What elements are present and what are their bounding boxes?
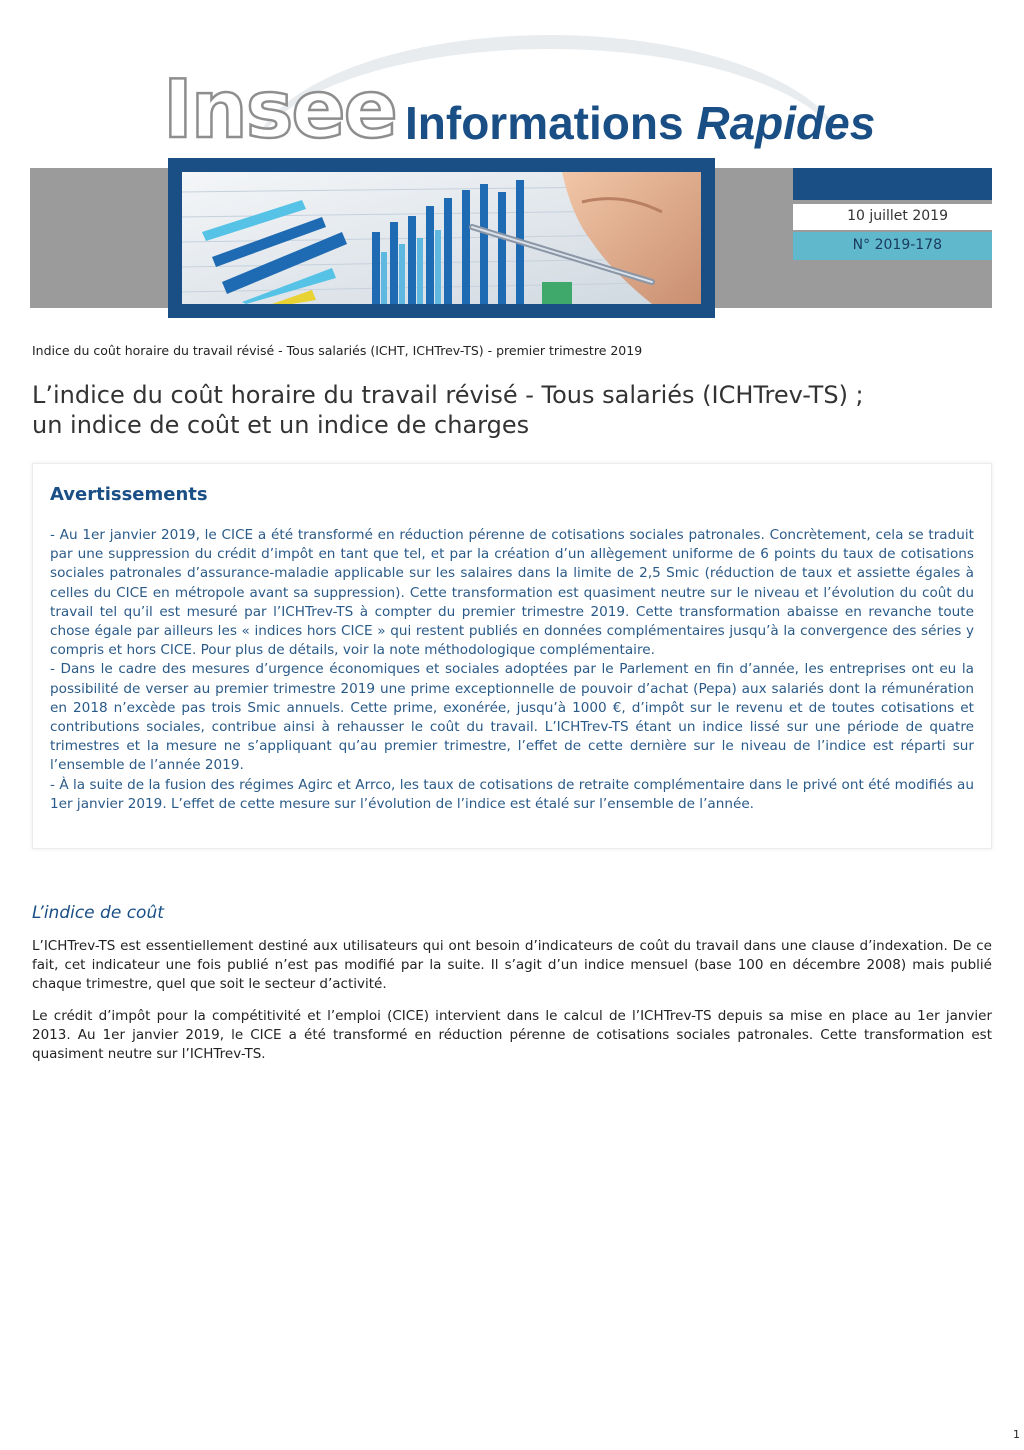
breadcrumb: Indice du coût horaire du travail révisé - Tous salariés (ICHT, ICHTrev-TS) - premier trimestre 2019 [32,343,643,358]
warning-item: - Au 1er janvier 2019, le CICE a été transformé en réduction pérenne de cotisations sociales patronales. Concrètement, cela se traduit par une suppression du crédit d’impôt en tant que tel, et par la création d’un allègement uniforme de 6 points du taux de cotisations sociales patronales d’assurance-maladie applicable sur les salaires dans la limite de 2,5 Smic (réduction de taux et assiette égales à celles du CICE en métropole avant sa suppression). Cette transformation est quasiment neutre sur le niveau et l’évolution du coût du travail tel qu’il est mesuré par l’ICHTrev-TS à compter du premier trimestre 2019. Cette transformation abaisse en revanche toute chose égale par ailleurs les « indices hors CICE » qui restent publiés en données complémentaires jusqu’à la convergence des séries y compris et hors CICE. Pour plus de détails, voir la note méthodologique complémentaire. [50,527,974,659]
warnings-heading: Avertissements [50,484,208,505]
warning-item: - À la suite de la fusion des régimes Agirc et Arrco, les taux de cotisations de retraite complémentaire dans le privé ont été modifiés au 1er janvier 2019. L’effet de cette mesure sur l’évolution de l’indice est étalé sur l’ensemble de l’année. [50,776,974,812]
publication-date: 10 juillet 2019 [793,204,992,230]
section-paragraph: Le crédit d’impôt pour la compétitivité et l’emploi (CICE) intervient dans le calcul de l’ICHTrev-TS depuis sa mise en place au 1er janvier 2013. Au 1er janvier 2019, le CICE a été transformé en réduction pérenne de cotisations sociales patronales. Cette transformation est quasiment neutre sur l’ICHTrev-TS. [32,1008,992,1062]
insee-logo: Insee [163,63,396,156]
page-number: 1 [1013,1428,1020,1441]
section-paragraph: L’ICHTrev-TS est essentiellement destiné aux utilisateurs qui ont besoin d’indicateurs de coût du travail dans une clause d’indexation. De ce fait, cet indicateur une fois publié n’est pas modifié par la suite. Il s’agit d’un indice mensuel (base 100 en décembre 2008) mais publié chaque trimestre, quel que soit le secteur d’activité. [32,938,992,992]
publication-title-accent: Rapides [696,97,876,149]
header-blue-bar [793,168,992,200]
section-heading: L’indice de coût [32,903,164,923]
publication-title-main: Informations [405,97,684,149]
chart-photo-illustration [182,172,701,304]
header-photo [168,158,715,318]
page-title-line-2: un indice de coût et un indice de charges [32,411,530,439]
warning-item: - Dans le cadre des mesures d’urgence économiques et sociales adoptées par le Parlement en fin d’année, les entreprises ont eu la possibilité de verser au premier trimestre 2019 une prime exceptionnelle de pouvoir d’achat (Pepa) aux salariés dont la rémunération en 2018 n’excède pas trois Smic annuels. Cette prime, exonérée, jusqu’à 1000 €, d’impôt sur le revenu et de toutes cotisations et contributions sociales, contribue ainsi à rehausser le coût du travail. L’ICHTrev-TS étant un indice lissé sur une période de quatre trimestres et la mesure ne s’appliquant qu’au premier trimestre, l’effet de cette dernière sur le niveau de l’indice est réparti sur l’ensemble de l’année 2019. [50,661,974,774]
page-title [32,380,992,440]
warnings-list [50,526,974,814]
page-title-line-1: L’indice du coût horaire du travail révisé - Tous salariés (ICHTrev-TS) ; [32,381,864,409]
issue-number: N° 2019-178 [793,232,992,260]
publication-title [405,97,876,149]
